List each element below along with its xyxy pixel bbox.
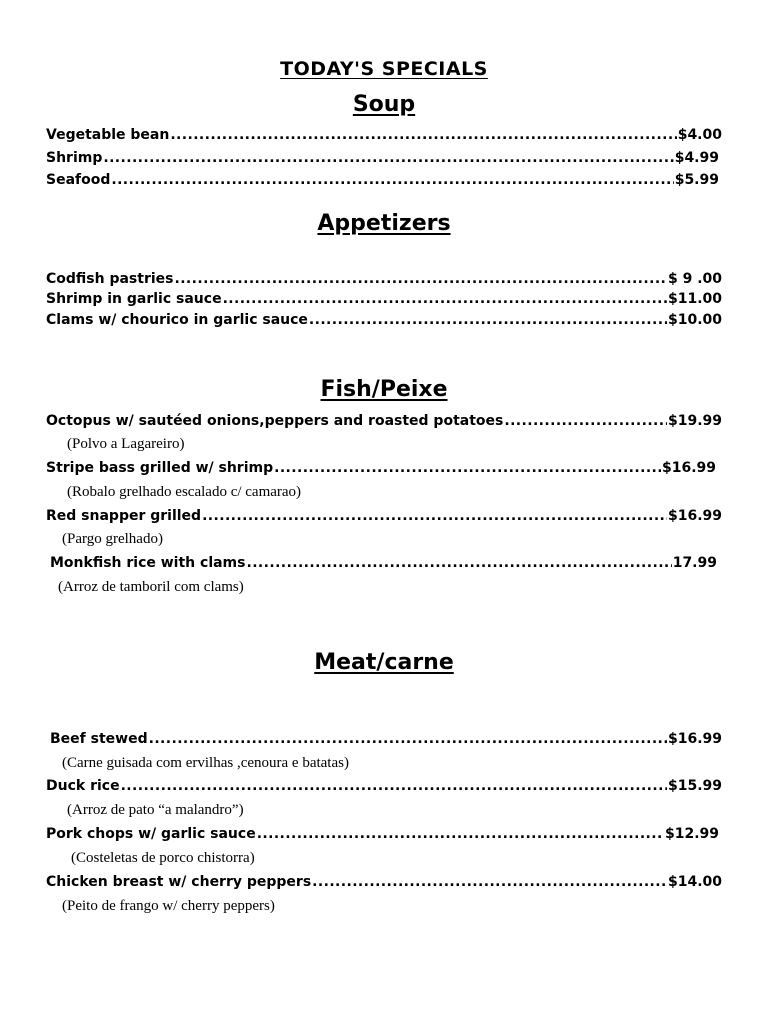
item-translation: (Arroz de pato “a malandro”) xyxy=(67,802,244,818)
menu-item xyxy=(46,269,722,289)
page-title: TODAY'S SPECIALS xyxy=(280,58,488,80)
item-name: Chicken breast w/ cherry peppers xyxy=(46,874,312,890)
leader-dots xyxy=(111,170,673,190)
leader-dots xyxy=(202,506,667,526)
menu-item xyxy=(46,872,722,892)
item-translation: (Arroz de tamboril com clams) xyxy=(58,579,244,595)
item-name: Red snapper grilled xyxy=(46,508,202,524)
leader-dots xyxy=(170,125,676,145)
item-price: $16.99 xyxy=(667,731,722,747)
menu-item xyxy=(46,506,722,526)
menu-item xyxy=(46,776,722,796)
item-price: $19.99 xyxy=(667,413,722,429)
item-translation: (Costeletas de porco chistorra) xyxy=(71,850,255,866)
leader-dots xyxy=(257,824,664,844)
item-price: $4.00 xyxy=(677,127,722,143)
item-name: Duck rice xyxy=(46,778,120,794)
item-translation: (Pargo grelhado) xyxy=(62,531,163,547)
menu-item xyxy=(50,553,717,573)
item-price: $5.99 xyxy=(674,172,719,188)
item-name: Beef stewed xyxy=(50,731,148,747)
item-price: $16.99 xyxy=(667,508,722,524)
item-name: Shrimp in garlic sauce xyxy=(46,291,222,307)
item-name: Clams w/ chourico in garlic sauce xyxy=(46,312,308,328)
section-heading-soup: Soup xyxy=(352,92,416,117)
item-price: $10.00 xyxy=(667,312,722,328)
item-translation: (Polvo a Lagareiro) xyxy=(67,436,185,452)
item-price: $11.00 xyxy=(667,291,722,307)
item-name: Pork chops w/ garlic sauce xyxy=(46,826,256,842)
section-heading-appetizers: Appetizers xyxy=(317,211,451,236)
item-price: $12.99 xyxy=(664,826,719,842)
item-price: $ 9 .00 xyxy=(667,271,722,287)
item-price: $16.99 xyxy=(661,460,716,476)
item-translation: (Carne guisada com ervilhas ,cenoura e batatas) xyxy=(62,755,349,771)
leader-dots xyxy=(312,872,667,892)
leader-dots xyxy=(223,289,667,309)
section-heading-meat: Meat/carne xyxy=(314,650,454,675)
menu-item xyxy=(46,411,722,431)
item-name: Shrimp xyxy=(46,150,103,166)
item-name: Codfish pastries xyxy=(46,271,174,287)
leader-dots xyxy=(121,776,667,796)
menu-item xyxy=(46,289,722,309)
item-price: $4.99 xyxy=(674,150,719,166)
menu-item xyxy=(46,310,722,330)
item-price: 17.99 xyxy=(672,555,717,571)
leader-dots xyxy=(175,269,667,289)
item-name: Octopus w/ sautéed onions,peppers and roasted potatoes xyxy=(46,413,504,429)
leader-dots xyxy=(103,148,673,168)
item-name: Monkfish rice with clams xyxy=(50,555,246,571)
leader-dots xyxy=(246,553,671,573)
section-heading-fish: Fish/Peixe xyxy=(320,377,448,402)
item-translation: (Robalo grelhado escalado c/ camarao) xyxy=(67,484,302,500)
menu-item xyxy=(50,729,722,749)
leader-dots xyxy=(309,310,667,330)
leader-dots xyxy=(274,458,661,478)
item-name: Vegetable bean xyxy=(46,127,170,143)
leader-dots xyxy=(149,729,667,749)
item-price: $15.99 xyxy=(667,778,722,794)
menu-item xyxy=(46,458,716,478)
menu-item xyxy=(46,170,719,190)
item-name: Seafood xyxy=(46,172,111,188)
item-name: Stripe bass grilled w/ shrimp xyxy=(46,460,274,476)
menu-item xyxy=(46,148,719,168)
menu-item xyxy=(46,824,719,844)
menu-item xyxy=(46,125,722,145)
leader-dots xyxy=(504,411,667,431)
item-price: $14.00 xyxy=(667,874,722,890)
item-translation: (Peito de frango w/ cherry peppers) xyxy=(62,898,275,914)
